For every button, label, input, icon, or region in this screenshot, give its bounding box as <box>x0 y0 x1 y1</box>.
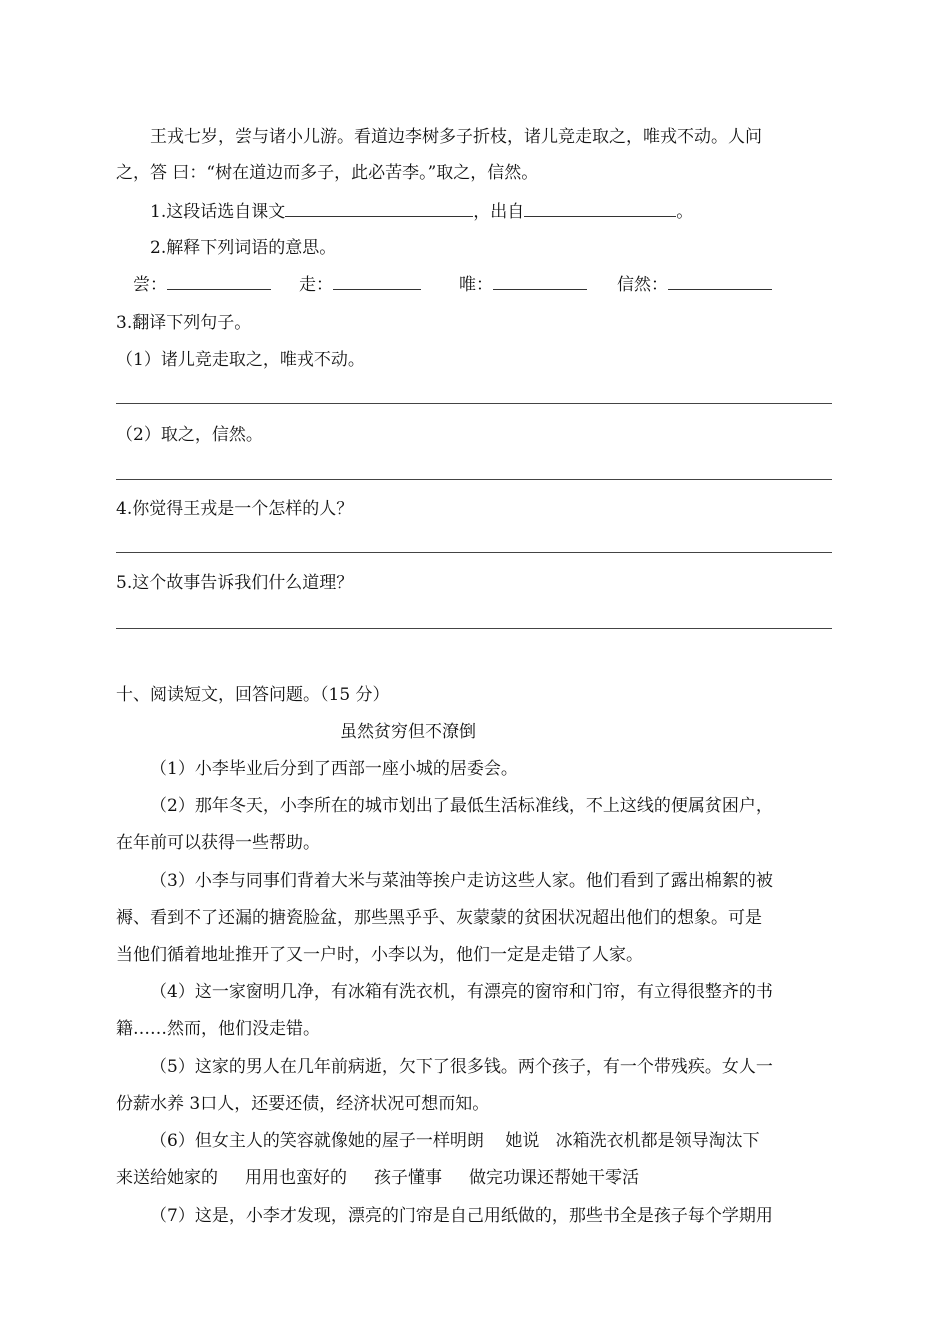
passage-line-1: 王戎七岁，尝与诸小儿游。看道边李树多子折枝，诸儿竞走取之，唯戎不动。人问 <box>150 127 762 147</box>
word-wei: 唯： <box>459 275 493 295</box>
answer-blank-source[interactable] <box>524 198 676 217</box>
question-1-suffix: 。 <box>676 202 694 222</box>
answer-blank-xinran[interactable] <box>668 271 772 290</box>
paragraph-5-line-2: 份薪水养 3口人，还要还债，经济状况可想而知。 <box>116 1094 490 1114</box>
paragraph-2-line-2: 在年前可以获得一些帮助。 <box>116 833 320 853</box>
word-chang: 尝： <box>133 275 167 295</box>
answer-line-question-5[interactable] <box>116 628 832 629</box>
question-1-middle: ，出自 <box>473 202 525 222</box>
paragraph-3-line-2: 褥、看到不了还漏的搪瓷脸盆，那些黑乎乎、灰蒙蒙的贫困状况超出他们的想象。可是 <box>116 908 762 928</box>
paragraph-4-line-2: 籍……然而，他们没走错。 <box>116 1019 320 1039</box>
article-title: 虽然贫穷但不潦倒 <box>340 722 476 742</box>
answer-line-sentence-2[interactable] <box>116 479 832 480</box>
paragraph-6-line-2: 来送给她家的 用用也蛮好的 孩子懂事 做完功课还帮她干零活 <box>116 1168 640 1188</box>
question-1 <box>150 198 693 225</box>
paragraph-3-line-3: 当他们循着地址推开了又一户时，小李以为，他们一定是走错了人家。 <box>116 945 643 965</box>
paragraph-3-line-1: （3）小李与同事们背着大米与菜油等挨户走访这些人家。他们看到了露出棉絮的被 <box>150 871 773 891</box>
paragraph-1: （1）小李毕业后分到了西部一座小城的居委会。 <box>150 759 518 779</box>
answer-line-sentence-1[interactable] <box>116 403 832 404</box>
question-1-prefix: 1.这段话选自课文 <box>150 202 286 222</box>
paragraph-4-line-1: （4）这一家窗明几净，有冰箱有洗衣机，有漂亮的窗帘和门帘，有立得很整齐的书 <box>150 982 773 1002</box>
word-zou: 走： <box>299 275 333 295</box>
word-xinran: 信然： <box>617 275 668 295</box>
paragraph-2-line-1: （2）那年冬天，小李所在的城市划出了最低生活标准线，不上这线的便属贫困户， <box>150 796 773 816</box>
answer-line-question-4[interactable] <box>116 552 832 553</box>
answer-blank-zou[interactable] <box>333 271 421 290</box>
question-4: 4.你觉得王戎是一个怎样的人？ <box>116 499 354 519</box>
paragraph-7-line-1: （7）这是，小李才发现，漂亮的门帘是自己用纸做的，那些书全是孩子每个学期用 <box>150 1206 773 1226</box>
question-3: 3.翻译下列句子。 <box>116 313 252 333</box>
section-10-heading: 十、阅读短文，回答问题。（15 分） <box>116 685 390 705</box>
passage-line-2: 之，答 曰：“树在道边而多子，此必苦李。”取之，信然。 <box>116 163 539 183</box>
paragraph-6-line-1: （6）但女主人的笑容就像她的屋子一样明朗 她说 冰箱洗衣机都是领导淘汰下 <box>150 1131 760 1151</box>
answer-blank-chang[interactable] <box>167 271 271 290</box>
question-5: 5.这个故事告诉我们什么道理？ <box>116 573 354 593</box>
answer-blank-lesson[interactable] <box>285 198 473 217</box>
word-list <box>133 271 772 298</box>
sentence-2: （2）取之，信然。 <box>116 425 263 445</box>
sentence-1: （1）诸儿竞走取之，唯戎不动。 <box>116 350 365 370</box>
question-2: 2.解释下列词语的意思。 <box>150 238 337 258</box>
paragraph-5-line-1: （5）这家的男人在几年前病逝，欠下了很多钱。两个孩子，有一个带残疾。女人一 <box>150 1057 773 1077</box>
answer-blank-wei[interactable] <box>493 271 587 290</box>
